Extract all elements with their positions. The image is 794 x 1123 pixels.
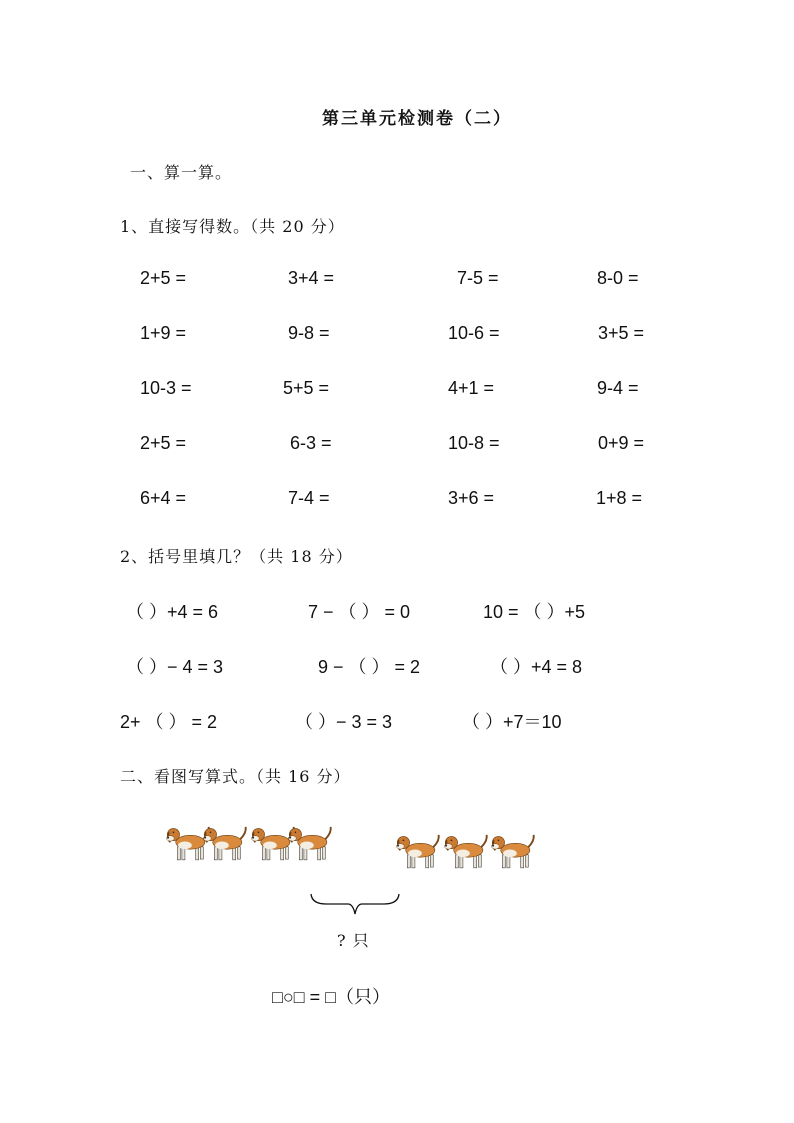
- fill-blank-problem: （ ）+4 = 6: [126, 602, 219, 622]
- fill-blank-problem: 9 − （ ） = 2: [318, 657, 421, 677]
- question-label: ? 只: [337, 931, 370, 950]
- problem: 1+9 =: [140, 323, 187, 343]
- q2-heading: 2、括号里填几？（共 18 分）: [120, 547, 353, 566]
- dog-image: [443, 828, 489, 874]
- problem: 6-3 =: [290, 433, 332, 453]
- problem: 8-0 =: [597, 268, 639, 288]
- curly-brace: [308, 890, 402, 918]
- problem: 7-5 =: [457, 268, 499, 288]
- fill-blank-problem: （ ）− 3 = 3: [295, 712, 393, 732]
- section1-heading: 一、算一算。: [130, 163, 233, 182]
- problem: 3+4 =: [288, 268, 335, 288]
- problem: 2+5 =: [140, 268, 187, 288]
- problem: 10-8 =: [448, 433, 500, 453]
- dog-image: [287, 820, 333, 866]
- problem: 1+8 =: [596, 488, 643, 508]
- dog-image: [202, 820, 248, 866]
- problem: 0+9 =: [598, 433, 645, 453]
- problem: 10-3 =: [140, 378, 192, 398]
- problem: 10-6 =: [448, 323, 500, 343]
- section2-heading: 二、看图写算式。（共 16 分）: [120, 767, 351, 786]
- problem: 5+5 =: [283, 378, 330, 398]
- fill-blank-problem: 2+ （ ） = 2: [120, 712, 218, 732]
- fill-blank-problem: （ ）+7＝10: [462, 712, 562, 732]
- problem: 3+5 =: [598, 323, 645, 343]
- fill-blank-problem: （ ）− 4 = 3: [126, 657, 224, 677]
- problem: 3+6 =: [448, 488, 495, 508]
- problem: 9-4 =: [597, 378, 639, 398]
- problem: 7-4 =: [288, 488, 330, 508]
- problem: 9-8 =: [288, 323, 330, 343]
- dog-image: [490, 828, 536, 874]
- fill-blank-problem: 7 − （ ） = 0: [308, 602, 411, 622]
- q1-heading: 1、直接写得数。（共 20 分）: [120, 217, 345, 236]
- fill-blank-problem: （ ）+4 = 8: [490, 657, 583, 677]
- answer-formula: □○□ = □（只）: [272, 987, 391, 1007]
- problem: 4+1 =: [448, 378, 495, 398]
- fill-blank-problem: 10 = （ ）+5: [483, 602, 586, 622]
- problem: 6+4 =: [140, 488, 187, 508]
- page-title: 第三单元检测卷（二）: [322, 109, 512, 129]
- problem: 2+5 =: [140, 433, 187, 453]
- dog-image: [395, 828, 441, 874]
